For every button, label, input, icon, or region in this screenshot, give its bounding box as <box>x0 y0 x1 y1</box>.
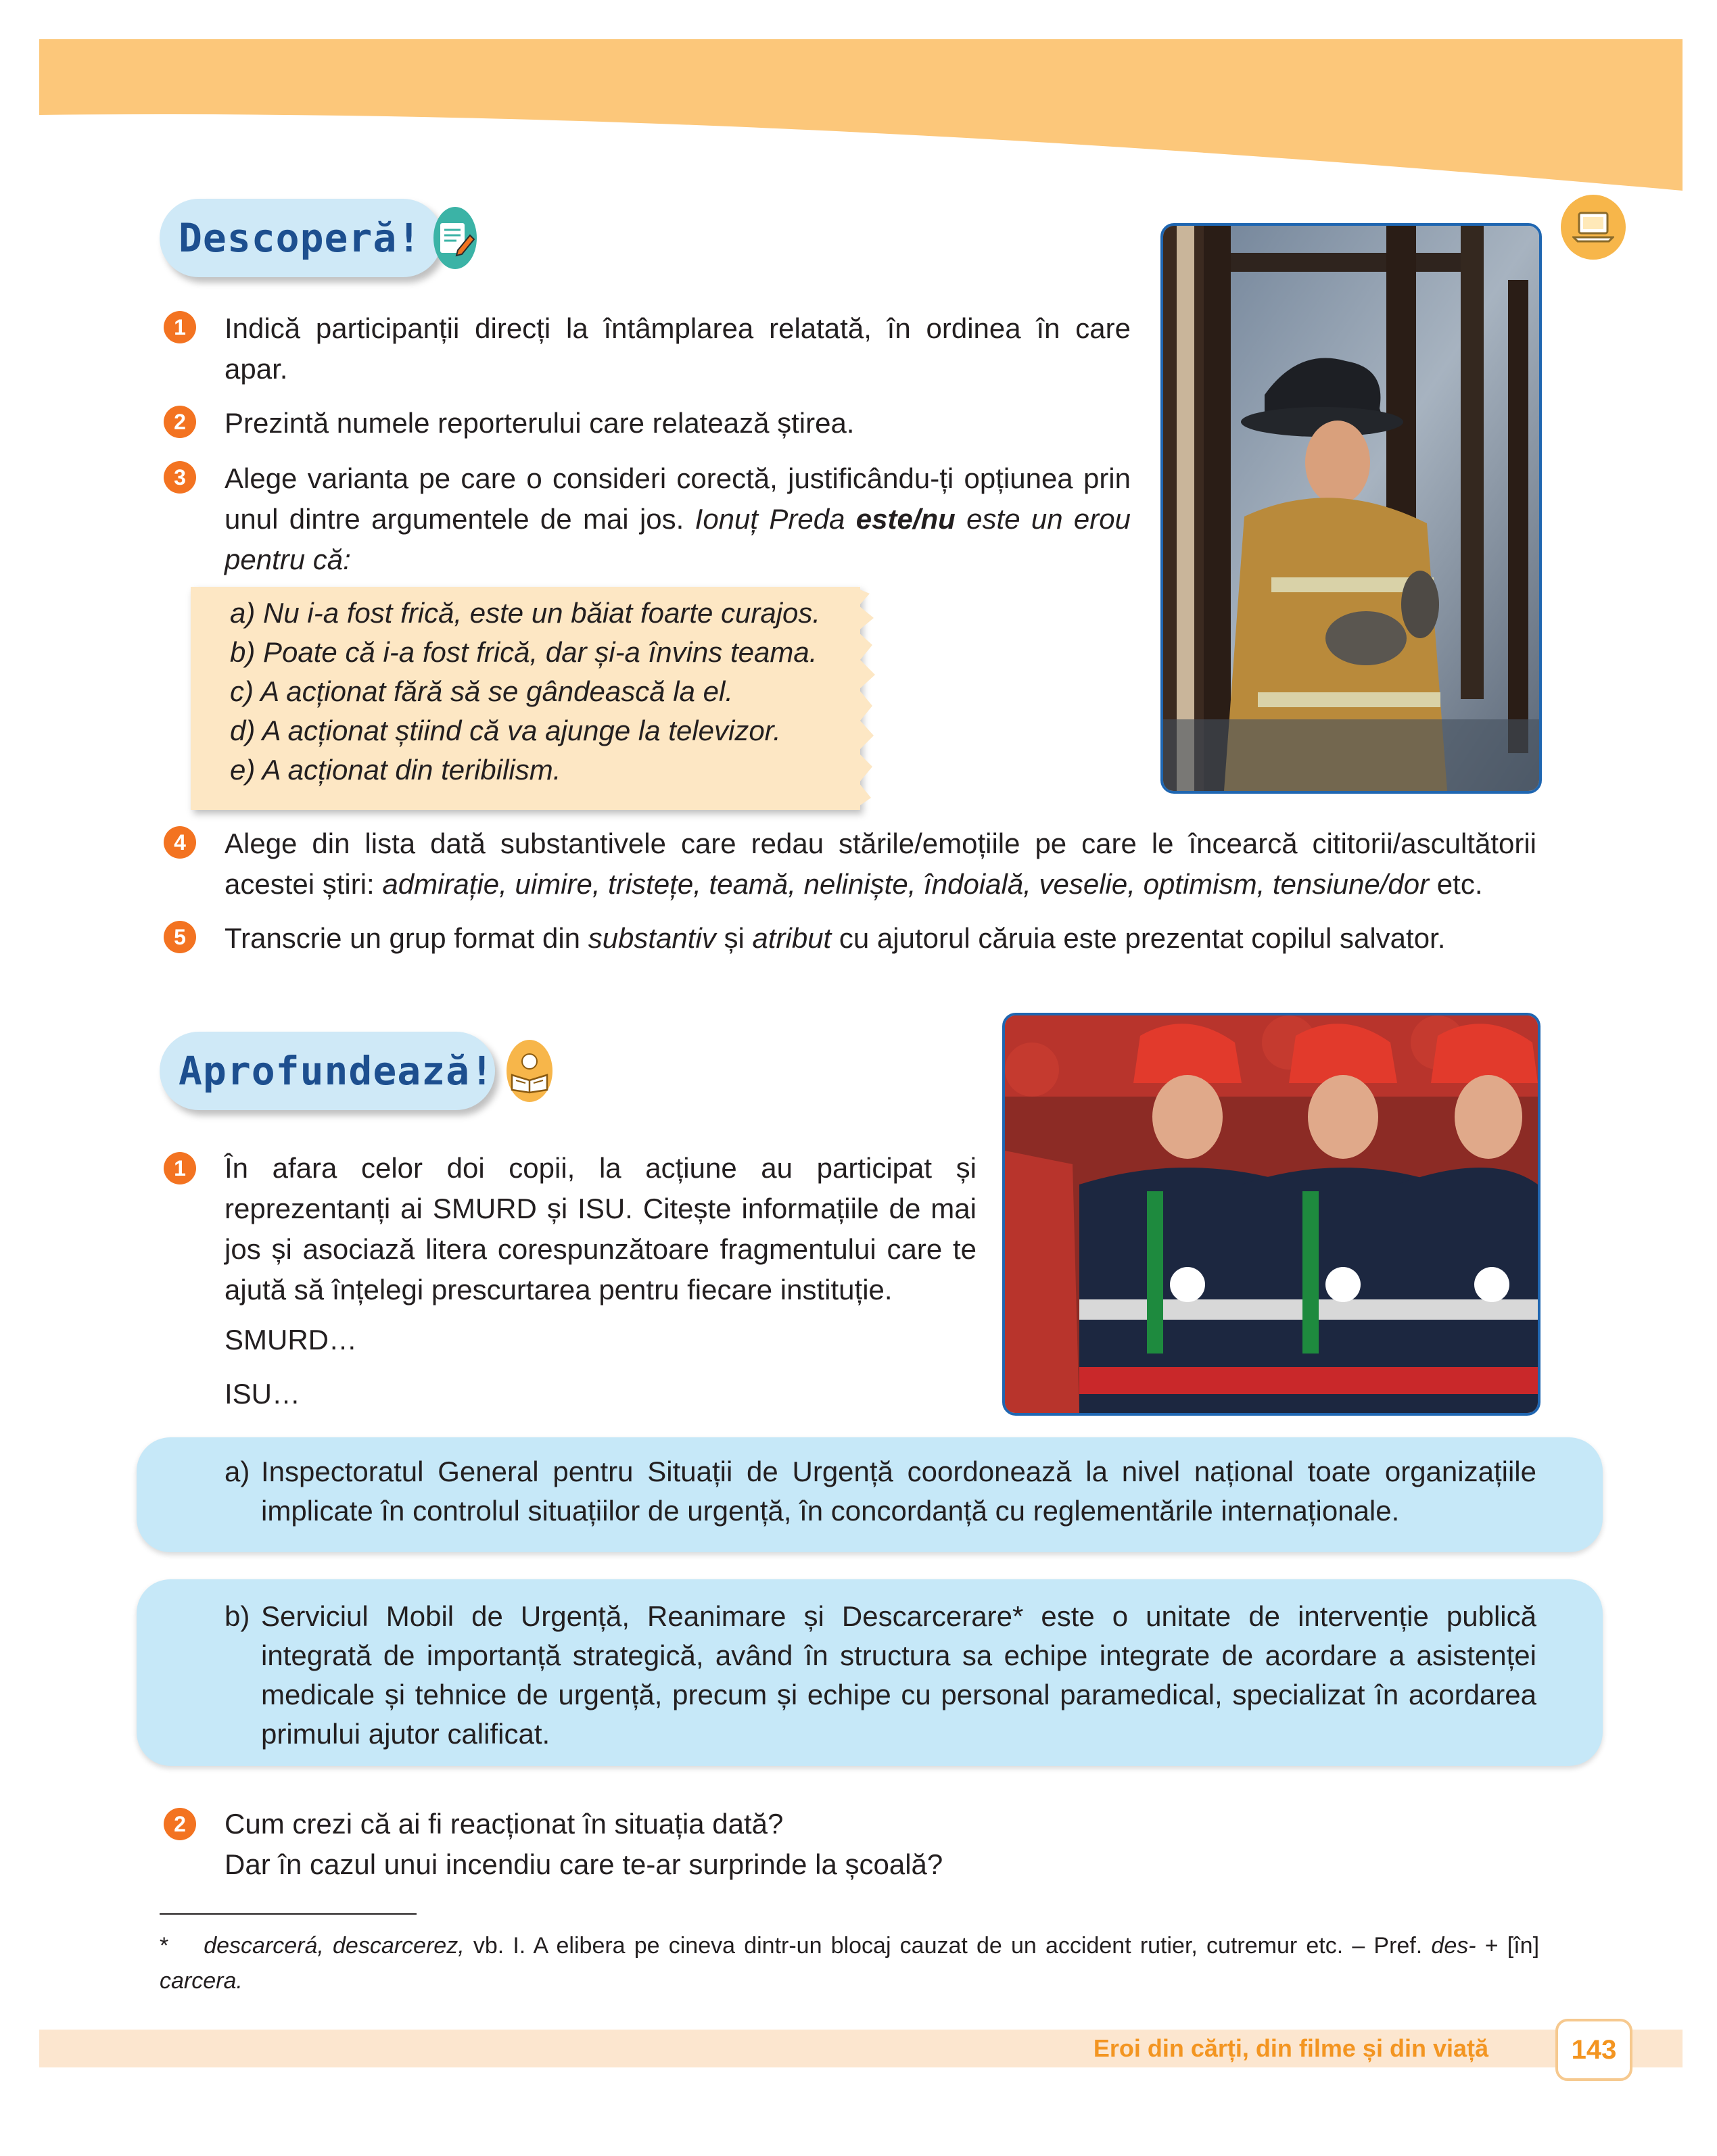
item-number: 3 <box>164 461 196 494</box>
chapter-title: Eroi din cărți, din filme și din viață <box>1093 2034 1488 2062</box>
deepen-question-1: În afara celor doi copii, la acțiune au participat și reprezentanți ai SMURD și ISU. Citește informațiile de mai jos și asociază litera corespunzătoare fragmentului care te ajută să înțelegi prescurtarea pentru fiecare instituție. <box>225 1152 977 1305</box>
emotion-list: admirație, uimire, tristețe, teamă, neliniște, îndoială, veselie, optimism, tensiune/dor <box>382 868 1430 900</box>
question-3 <box>225 458 1131 580</box>
option-c[interactable]: c) A acționat fără să se gândească la el. <box>230 675 733 707</box>
firefighter-photo <box>1160 223 1542 794</box>
section-aprofundeaza <box>160 1032 495 1110</box>
question-2: Prezintă numele reporterului care relatează știrea. <box>225 407 855 439</box>
footnote-marker: * <box>160 1933 169 1959</box>
footnote-plus: + [în] <box>1484 1933 1540 1959</box>
conjunction: și <box>724 922 745 954</box>
footnote <box>160 1928 1539 1998</box>
notebook-pencil-icon <box>433 207 477 269</box>
section-title: Descoperă! <box>179 215 422 261</box>
reading-book-icon <box>507 1040 552 1102</box>
question-5-tail: cu ajutorul căruia este prezentat copilul salvator. <box>839 922 1446 954</box>
item-number: 1 <box>164 1152 196 1184</box>
firefighters-parade-photo <box>1002 1013 1540 1416</box>
header-band <box>0 0 1717 203</box>
footnote-prefix: des- <box>1431 1933 1476 1959</box>
laptop-icon[interactable] <box>1561 195 1626 260</box>
panel-b-text: Serviciul Mobil de Urgență, Reanimare și Descarcerare* este o unitate de intervenție publică integrată de importanță strategică, având în structura sa echipe integrate de acordare a asistenței medicale și tehnice de urgență, precum și echipe cu personal paramedical, specializat în acordarea primului ajutor calificat. <box>261 1600 1536 1750</box>
term-atribut: atribut <box>752 922 832 954</box>
item-number: 1 <box>164 311 196 343</box>
question-3-tail: este un erou pentru că: <box>225 503 1131 575</box>
question-4-tail: etc. <box>1436 868 1483 900</box>
question-3-text: Alege varianta pe care o consideri corectă, justificându-ți opțiunea prin unul dintre argumentele de mai jos. <box>225 462 1131 535</box>
panel-a-text: Inspectoratul General pentru Situații de Urgență coordonează la nivel național toate organizațiile implicate în controlul situațiilor de urgență, în concordanță cu reglementările internaționale. <box>261 1456 1536 1527</box>
question-1: Indică participanții direcți la întâmplarea relatată, în ordinea în care apar. <box>225 312 1131 385</box>
footnote-rule <box>160 1913 417 1915</box>
option-e[interactable]: e) A acționat din teribilism. <box>230 754 561 786</box>
smurd-blank[interactable]: SMURD… <box>225 1324 357 1356</box>
item-number: 2 <box>164 406 196 438</box>
footnote-tail: carcera. <box>160 1968 243 1994</box>
item-number: 4 <box>164 826 196 859</box>
option-a[interactable]: a) Nu i-a fost frică, este un băiat foarte curajos. <box>230 597 821 629</box>
option-b[interactable]: b) Poate că i-a fost frică, dar și-a învins teama. <box>230 636 818 668</box>
isu-blank[interactable]: ISU… <box>225 1378 301 1410</box>
item-number: 2 <box>164 1808 196 1840</box>
footnote-definition: vb. I. A elibera pe cineva dintr-un blocaj cauzat de un accident rutier, cutremur etc. – Pref. <box>473 1933 1423 1959</box>
term-substantiv: substantiv <box>588 922 716 954</box>
question-4 <box>225 823 1536 905</box>
panel-letter: b) <box>225 1600 250 1632</box>
question-4-text: Alege din lista dată substantivele care redau stările/emoțiile pe care le încearcă cititorii/ascultătorii acestei știri: <box>225 828 1536 900</box>
choice-emphasis: este/nu <box>855 503 956 535</box>
section-title: Aprofundează! <box>179 1048 494 1094</box>
option-d[interactable]: d) A acționat știind că va ajunge la televizor. <box>230 715 781 746</box>
item-number: 5 <box>164 921 196 953</box>
options-list <box>230 594 839 790</box>
torn-edge <box>853 587 880 810</box>
footnote-head: descarcerá, descarcerez, <box>204 1933 465 1959</box>
deepen-question-2-line2: Dar în cazul unui incendiu care te-ar surprinde la școală? <box>225 1848 943 1880</box>
question-5-text: Transcrie un grup format din <box>225 922 581 954</box>
hero-name: Ionuț Preda <box>695 503 845 535</box>
deepen-question-2-line1: Cum crezi că ai fi reacționat în situația dată? <box>225 1808 784 1840</box>
section-descopera <box>160 199 442 277</box>
panel-letter: a) <box>225 1456 250 1487</box>
page-number: 143 <box>1555 2019 1632 2081</box>
question-5 <box>225 918 1536 959</box>
